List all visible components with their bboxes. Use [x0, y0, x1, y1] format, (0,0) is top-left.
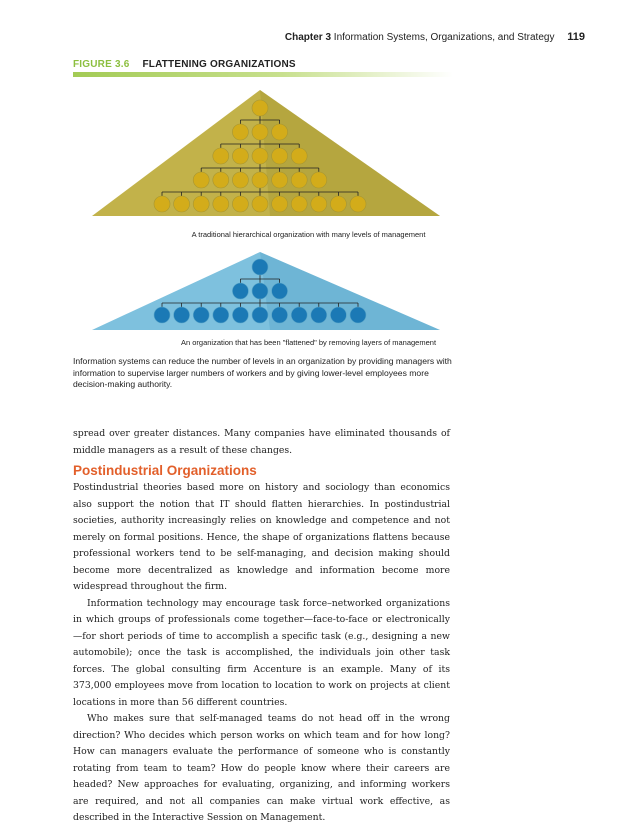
org-node — [193, 196, 209, 212]
figure-title: FLATTENING ORGANIZATIONS — [142, 59, 296, 70]
org-node — [174, 307, 190, 323]
org-node — [193, 307, 209, 323]
page-number: 119 — [567, 31, 585, 43]
org-node — [213, 148, 229, 164]
org-node — [232, 172, 248, 188]
traditional-label: A traditional hierarchical organization with many levels of management — [191, 230, 426, 239]
org-node — [350, 307, 366, 323]
org-node — [213, 196, 229, 212]
org-node — [252, 100, 268, 116]
org-node — [232, 283, 248, 299]
org-node — [252, 259, 268, 275]
org-node — [291, 307, 307, 323]
org-node — [154, 307, 170, 323]
chapter-title: Information Systems, Organizations, and Strategy — [333, 32, 555, 43]
org-node — [232, 307, 248, 323]
flattened-label: An organization that has been "flattened" by removing layers of management — [180, 338, 437, 347]
org-node — [291, 196, 307, 212]
running-header — [285, 31, 585, 43]
org-node — [311, 172, 327, 188]
figure-note: Information systems can reduce the number of levels in an organization by providing managers with information to supervise larger numbers of workers and by giving lower-level employees more decision-making authority. — [73, 356, 452, 389]
section-heading: Postindustrial Organizations — [73, 463, 257, 478]
org-node — [252, 283, 268, 299]
org-node — [252, 124, 268, 140]
paragraph: Who makes sure that self-managed teams do not head off in the wrong direction? Who decides which person works on which team and for how long? How can managers evaluate the performance of someone who is constantly rotating from team to team? How do people know where their careers are headed? New approaches for evaluating, organizing, and informing workers are required, and not all companies can make virtual work effective, as described in the Interactive Session on Management. — [73, 713, 450, 823]
org-node — [272, 307, 288, 323]
figure-rule — [73, 72, 453, 77]
org-node — [193, 172, 209, 188]
chapter-number: Chapter 3 — [284, 32, 332, 43]
org-node — [330, 307, 346, 323]
figure-caption — [73, 59, 296, 70]
org-node — [232, 124, 248, 140]
org-node — [213, 172, 229, 188]
org-node — [154, 196, 170, 212]
section-body — [73, 480, 450, 827]
org-node — [252, 196, 268, 212]
paragraph: Postindustrial theories based more on history and sociology than economics also support the notion that IT should flatten hierarchies. In postindustrial societies, authority increasingly relies on knowledge and competence and not merely on formal positions. Hence, the shape of organizations flattens because professional workers tend to be self-managing, and decision making should become more decentralized as knowledge and information become more widespread throughout the firm. — [73, 482, 450, 592]
org-node — [291, 172, 307, 188]
org-node — [252, 172, 268, 188]
flattened-organization-diagram — [0, 250, 617, 335]
org-node — [232, 196, 248, 212]
org-node — [272, 196, 288, 212]
org-node — [311, 307, 327, 323]
org-node — [311, 196, 327, 212]
org-node — [213, 307, 229, 323]
org-node — [350, 196, 366, 212]
org-node — [252, 307, 268, 323]
org-node — [174, 196, 190, 212]
figure-number: FIGURE 3.6 — [73, 59, 130, 70]
org-node — [272, 283, 288, 299]
paragraph: spread over greater distances. Many companies have eliminated thousands of middle managers as a result of these changes. — [73, 428, 450, 456]
org-node — [252, 148, 268, 164]
org-node — [291, 148, 307, 164]
org-node — [272, 172, 288, 188]
org-node — [232, 148, 248, 164]
org-node — [330, 196, 346, 212]
org-node — [272, 148, 288, 164]
paragraph: Information technology may encourage task force–networked organizations in which groups of professionals come together—face-to-face or electronically—for short periods of time to accomplish a specific task (e.g., designing a new automobile); once the task is accomplished, the individuals join other task forces. The global consulting firm Accenture is an example. Many of its 373,000 employees move from location to location to work on projects at client locations in more than 56 different countries. — [73, 597, 450, 708]
intro-paragraph — [73, 426, 450, 459]
traditional-hierarchy-diagram — [0, 88, 617, 228]
org-node — [272, 124, 288, 140]
